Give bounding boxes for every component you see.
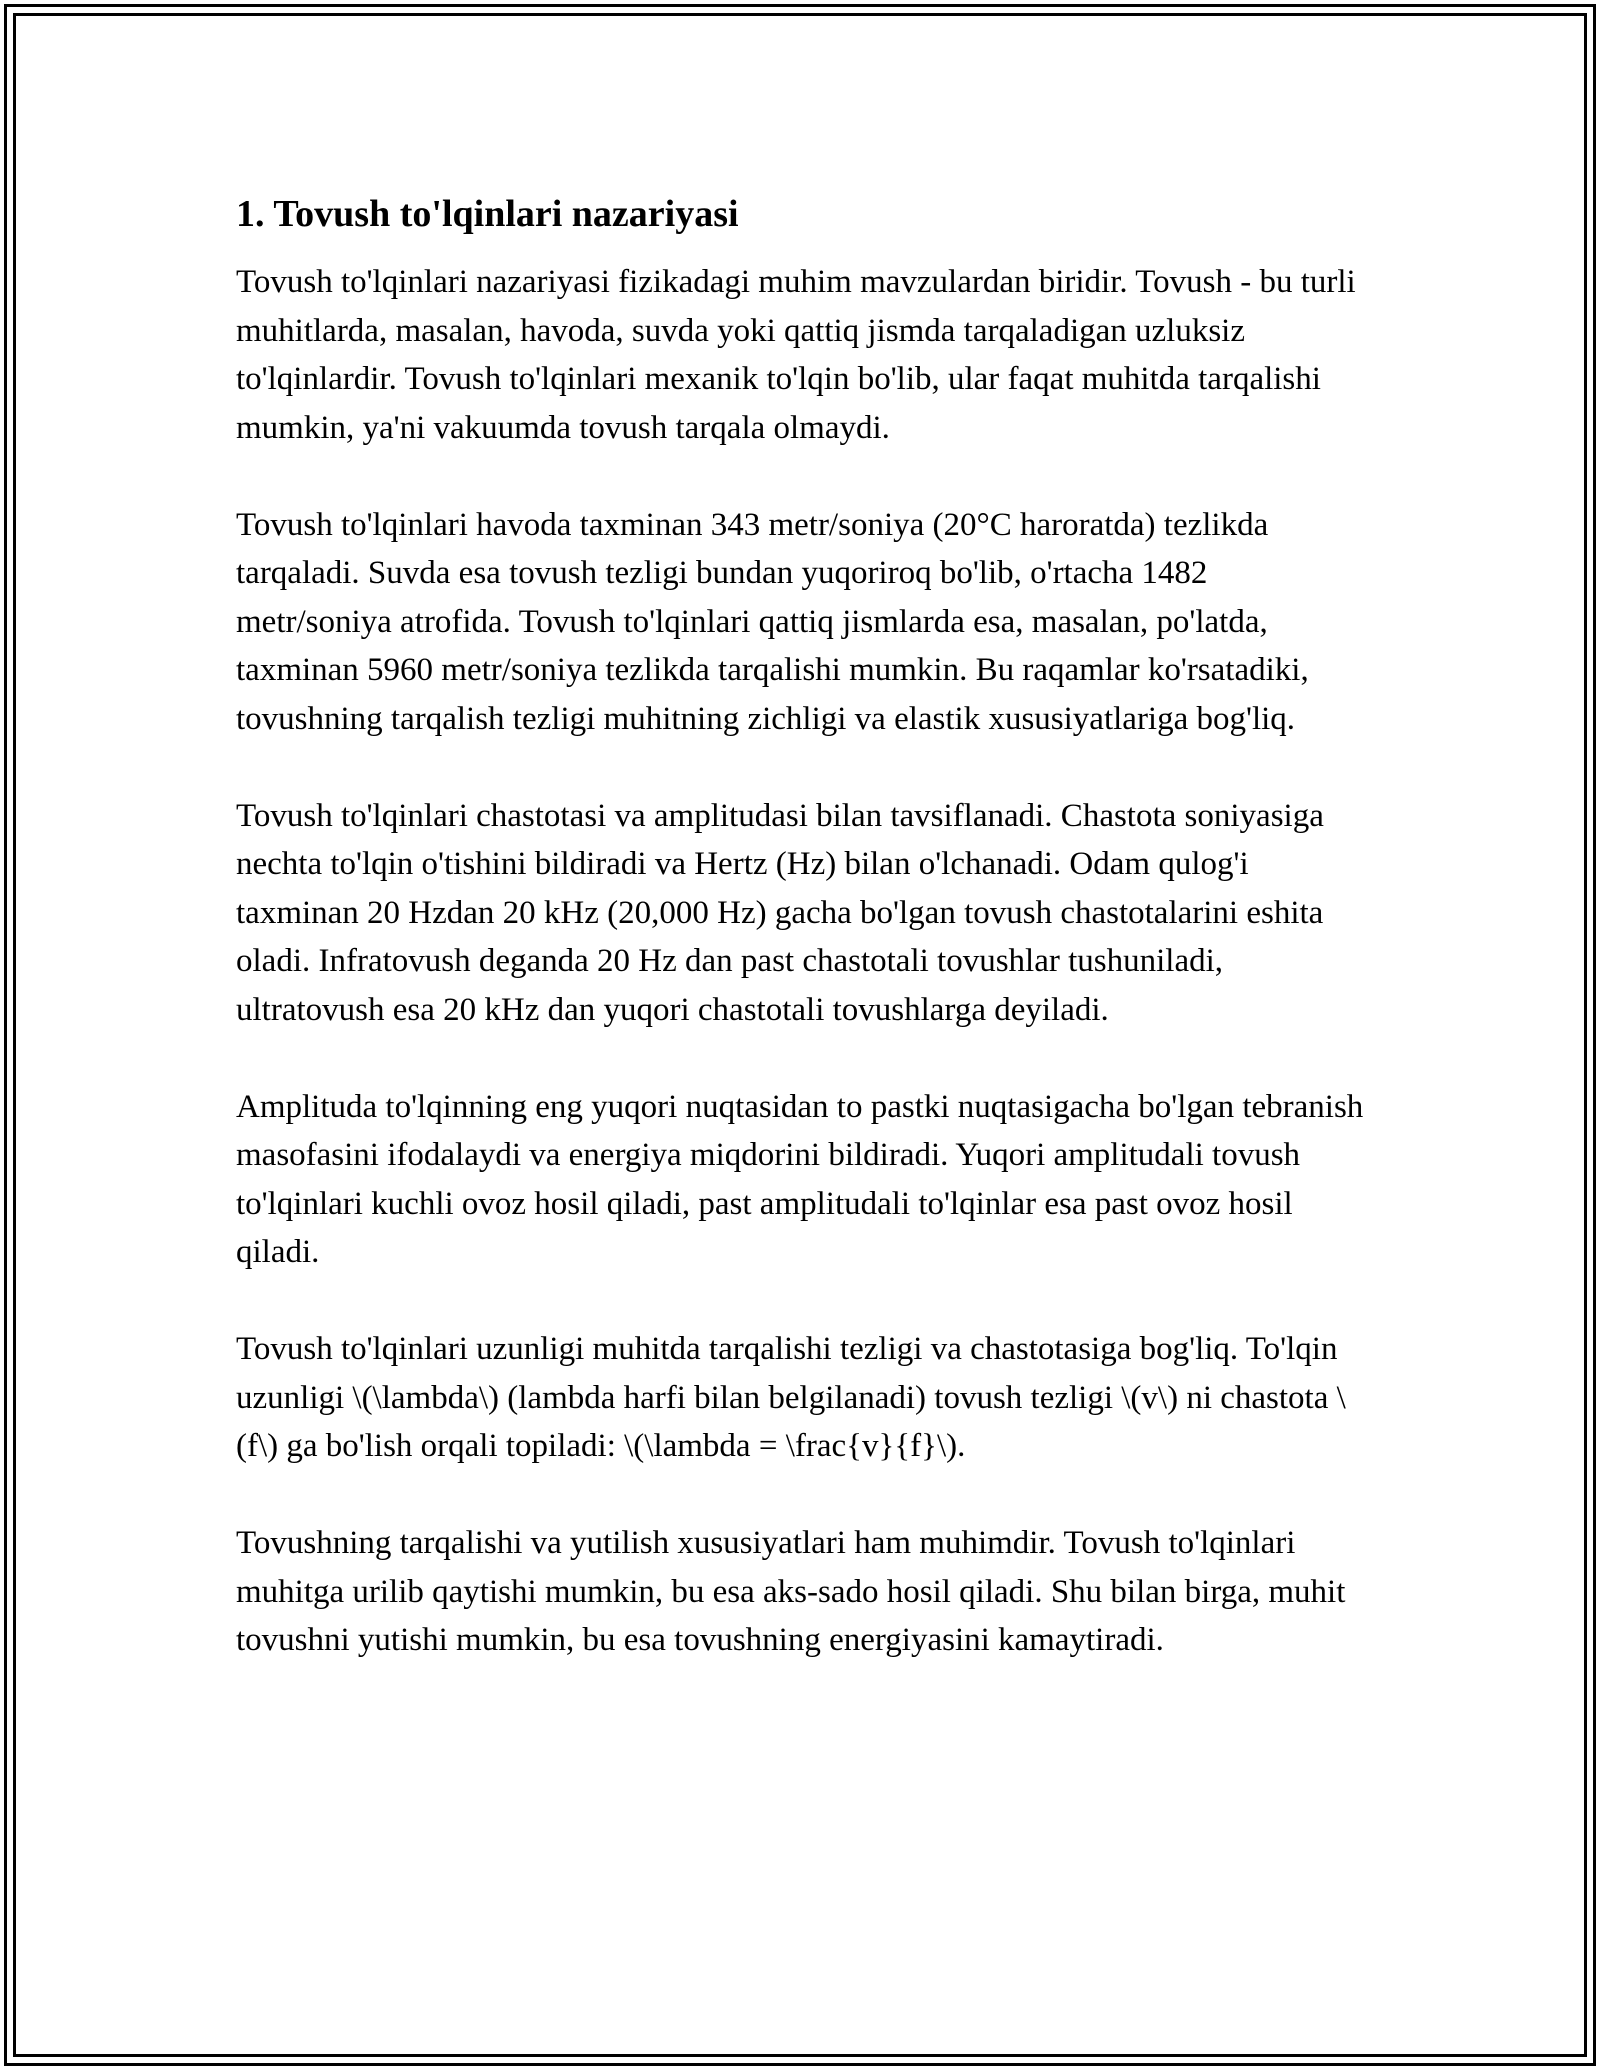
paragraph-wavelength: Tovush to'lqinlari uzunligi muhitda tarqalishi tezligi va chastotasiga bog'liq. To'lqin uzunligi \(\lambda\) (lambda harfi bilan belgilanadi) tovush tezligi \(v\) ni chastota \(f\) ga bo'lish orqali topiladi: \(\lambda = \frac{v}{f}\). xyxy=(236,1331,1346,1464)
section-heading: 1. Tovush to'lqinlari nazariyasi xyxy=(236,193,739,235)
paragraph-amplitude: Amplituda to'lqinning eng yuqori nuqtasidan to pastki nuqtasigacha bo'lgan tebranish masofasini ifodalaydi va energiya miqdorini bildiradi. Yuqori amplitudali tovush to'lqinlari kuchli ovoz hosil qiladi, past amplitudali to'lqinlar esa past ovoz hosil qiladi. xyxy=(236,1088,1364,1270)
paragraph-intro: Tovush to'lqinlari nazariyasi fizikadagi muhim mavzulardan biridir. Tovush - bu turli muhitlarda, masalan, havoda, suvda yoki qattiq jismda tarqaladigan uzluksiz to'lqinlardir. Tovush to'lqinlari mexanik to'lqin bo'lib, ular faqat muhitda tarqalishi mumkin, ya'ni vakuumda tovush tarqala olmaydi. xyxy=(236,264,1356,446)
paragraph-frequency: Tovush to'lqinlari chastotasi va amplitudasi bilan tavsiflanadi. Chastota soniyasiga nechta to'lqin o'tishini bildiradi va Hertz (Hz) bilan o'lchanadi. Odam qulog'i taxminan 20 Hzdan 20 kHz (20,000 Hz) gacha bo'lgan tovush chastotalarini eshita oladi. Infratovush deganda 20 Hz dan past chastotali tovushlar tushuniladi, ultratovush esa 20 kHz dan yuqori chastotali tovushlarga deyiladi. xyxy=(236,797,1324,1028)
paragraph-speed: Tovush to'lqinlari havoda taxminan 343 metr/soniya (20°C haroratda) tezlikda tarqaladi. Suvda esa tovush tezligi bundan yuqoriroq bo'lib, o'rtacha 1482 metr/soniya atrofida. Tovush to'lqinlari qattiq jismlarda esa, masalan, po'latda, taxminan 5960 metr/soniya tezlikda tarqalishi mumkin. Bu raqamlar ko'rsatadiki, tovushning tarqalish tezligi muhitning zichligi va elastik xususiyatlariga bog'liq. xyxy=(236,506,1309,737)
paragraph-absorption: Tovushning tarqalishi va yutilish xususiyatlari ham muhimdir. Tovush to'lqinlari muhitga urilib qaytishi mumkin, bu esa aks-sado hosil qiladi. Shu bilan birga, muhit tovushni yutishi mumkin, bu esa tovushning energiyasini kamaytiradi. xyxy=(236,1525,1346,1658)
document-body xyxy=(236,186,1364,1713)
